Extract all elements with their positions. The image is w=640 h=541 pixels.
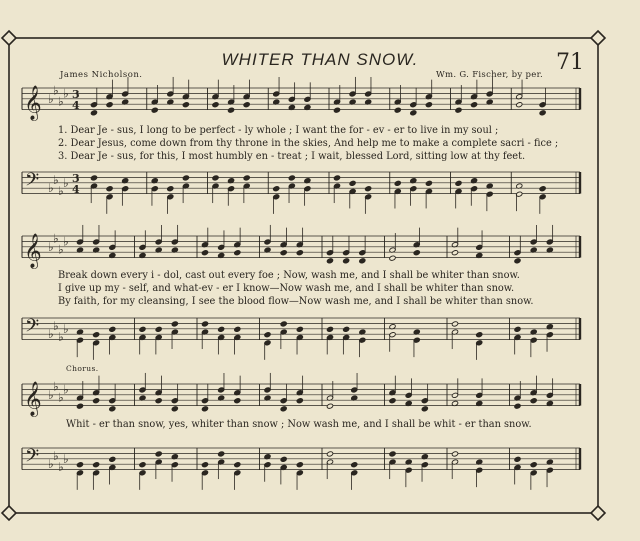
note-head — [516, 102, 523, 108]
note-head — [234, 250, 241, 256]
bass-clef-icon: 𝄢 — [25, 170, 40, 195]
flat-icon: ♭ — [58, 390, 64, 405]
note-head — [167, 186, 174, 192]
note-head — [451, 321, 458, 327]
note-head — [109, 456, 116, 462]
note-head — [421, 406, 428, 412]
bass-clef-icon: 𝄢 — [25, 446, 40, 471]
note-head — [201, 321, 208, 327]
note-head — [201, 406, 208, 412]
flat-icon: ♭ — [53, 319, 59, 334]
flat-icon: ♭ — [48, 457, 54, 472]
flat-icon: ♭ — [53, 449, 59, 464]
note-head — [351, 462, 358, 468]
verse-3-refrain-line: By faith, for my cleansing, I see the blood flow—Now wash me, and I shall be whiter than snow. — [58, 296, 534, 307]
note-head — [106, 102, 113, 108]
note-head — [389, 451, 396, 457]
verse-3-line: 3. Dear Je - sus, for this, I most humbly en - treat ; I wait, blessed Lord, sitting low at thy feet. — [58, 151, 526, 162]
note-head — [234, 326, 241, 332]
note-head — [539, 110, 546, 116]
bass-clef-icon: 𝄢 — [25, 316, 40, 341]
note-head — [413, 250, 420, 256]
note-head — [333, 107, 340, 113]
note-head — [139, 326, 146, 332]
note-head — [171, 406, 178, 412]
flat-icon: ♭ — [53, 231, 59, 246]
time-signature-bottom: 4 — [72, 183, 80, 196]
note-head — [514, 326, 521, 332]
flat-icon: ♭ — [63, 86, 69, 101]
note-head — [296, 250, 303, 256]
note-head — [514, 403, 521, 409]
note-head — [359, 258, 366, 264]
note-head — [264, 332, 271, 338]
note-head — [539, 186, 546, 192]
note-head — [455, 180, 462, 186]
note-head — [182, 175, 189, 181]
note-head — [394, 180, 401, 186]
verse-2-refrain-line: I give up my - self, and what-ev - er I know—Now wash me, and I shall be whiter than snow. — [58, 283, 515, 294]
note-head — [109, 406, 116, 412]
note-head — [201, 250, 208, 256]
verse-1-line: 1. Dear Je - sus, I long to be perfect - ly whole ; I want the for - ev - er to live in my soul ; — [58, 125, 499, 136]
flat-icon: ♭ — [53, 379, 59, 394]
note-head — [343, 326, 350, 332]
flat-icon: ♭ — [58, 242, 64, 257]
flat-icon: ♭ — [63, 451, 69, 466]
note-head — [76, 403, 83, 409]
time-signature-top: 3 — [72, 172, 80, 185]
flat-icon: ♭ — [63, 234, 69, 249]
treble-clef-icon: 𝄞 — [24, 381, 42, 417]
flat-icon: ♭ — [63, 175, 69, 190]
note-head — [201, 462, 208, 468]
verse-2-line: 2. Dear Jesus, come down from thy throne in the skies, And help me to make a complete sacri - fice ; — [58, 138, 559, 149]
note-head — [218, 451, 225, 457]
note-head — [182, 102, 189, 108]
note-head — [212, 102, 219, 108]
corner-ornament — [2, 506, 16, 520]
note-head — [326, 403, 333, 409]
hymn-title: WHITER THAN SNOW. — [221, 50, 419, 69]
note-head — [76, 462, 83, 468]
note-head — [155, 326, 162, 332]
note-head — [296, 398, 303, 404]
flat-icon: ♭ — [63, 321, 69, 336]
note-head — [243, 175, 250, 181]
note-head — [410, 110, 417, 116]
time-signature-bottom: 4 — [72, 99, 80, 112]
treble-clef-icon: 𝄞 — [24, 233, 42, 269]
note-head — [273, 186, 280, 192]
note-head — [234, 462, 241, 468]
note-head — [451, 250, 458, 256]
note-head — [139, 462, 146, 468]
note-head — [326, 451, 333, 457]
note-head — [514, 456, 521, 462]
chorus-label: Chorus. — [66, 364, 99, 373]
flat-icon: ♭ — [58, 329, 64, 344]
note-head — [333, 175, 340, 181]
note-head — [280, 250, 287, 256]
note-head — [155, 451, 162, 457]
note-head — [296, 462, 303, 468]
note-head — [228, 107, 235, 113]
composer-credit: Wm. G. Fischer, by per. — [436, 70, 544, 80]
note-head — [389, 255, 396, 261]
author-credit: James Nicholson. — [60, 70, 143, 80]
note-head — [280, 456, 287, 462]
flat-icon: ♭ — [48, 91, 54, 106]
flat-icon: ♭ — [48, 181, 54, 196]
note-head — [471, 102, 478, 108]
flat-icon: ♭ — [53, 173, 59, 188]
page-number: 71 — [556, 50, 584, 75]
corner-ornament — [591, 506, 605, 520]
note-head — [280, 321, 287, 327]
note-head — [296, 326, 303, 332]
flat-icon: ♭ — [58, 94, 64, 109]
treble-clef-icon: 𝄞 — [24, 85, 42, 121]
note-head — [425, 102, 432, 108]
note-head — [93, 462, 100, 468]
note-head — [155, 398, 162, 404]
note-head — [106, 186, 113, 192]
note-head — [349, 180, 356, 186]
chorus-lyric-line: Whit - er than snow, yes, whiter than snow ; Now wash me, and I shall be whit - er than snow. — [66, 419, 532, 430]
note-head — [93, 398, 100, 404]
note-head — [151, 107, 158, 113]
note-head — [212, 175, 219, 181]
note-head — [451, 451, 458, 457]
note-head — [389, 398, 396, 404]
note-head — [530, 462, 537, 468]
note-head — [234, 398, 241, 404]
note-head — [93, 332, 100, 338]
note-head — [343, 258, 350, 264]
flat-icon: ♭ — [48, 387, 54, 402]
flat-icon: ♭ — [58, 183, 64, 198]
flat-icon: ♭ — [53, 83, 59, 98]
flat-icon: ♭ — [48, 239, 54, 254]
flat-icon: ♭ — [63, 382, 69, 397]
note-head — [514, 258, 521, 264]
corner-ornament — [2, 31, 16, 45]
note-head — [171, 321, 178, 327]
note-head — [530, 398, 537, 404]
note-head — [455, 107, 462, 113]
flat-icon: ♭ — [58, 459, 64, 474]
note-head — [476, 332, 483, 338]
note-head — [90, 175, 97, 181]
verse-1-refrain-line: Break down every i - dol, cast out every foe ; Now, wash me, and I shall be whiter than snow. — [58, 270, 520, 281]
note-head — [288, 175, 295, 181]
flat-icon: ♭ — [48, 327, 54, 342]
note-head — [394, 107, 401, 113]
note-head — [326, 258, 333, 264]
note-head — [109, 326, 116, 332]
note-head — [243, 102, 250, 108]
note-head — [90, 110, 97, 116]
time-signature-top: 3 — [72, 88, 80, 101]
note-head — [425, 180, 432, 186]
note-head — [365, 186, 372, 192]
note-head — [326, 326, 333, 332]
note-head — [280, 406, 287, 412]
note-head — [218, 326, 225, 332]
corner-ornament — [591, 31, 605, 45]
